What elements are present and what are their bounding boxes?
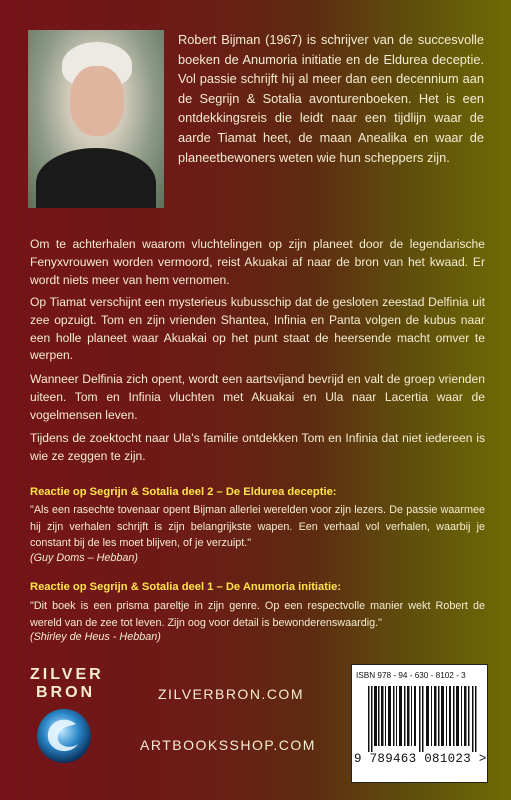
isbn-label: ISBN 978 - 94 - 630 - 8102 - 3 — [356, 671, 466, 680]
review-2-title: Reactie op Segrijn & Sotalia deel 1 – De Anumoria initiatie: — [30, 581, 342, 593]
blurb-paragraph-1: Om te achterhalen waarom vluchtelingen op zijn planeet door de legendarische Fenyxvrouwen worden vermoord, reist Akuakai af naar de bron van het kwaad. Er wordt niets meer van hem vernomen. — [30, 237, 485, 287]
publisher-logo-line1: ZILVER — [30, 666, 104, 683]
author-face — [70, 66, 124, 136]
review-2-text: "Dit boek is een prisma pareltje in zijn genre. Op een respectvolle manier wekt Robert de wereld van de zee tot leven. Zijn oog voor detail is bewonderenswaardig." — [30, 600, 485, 629]
publisher-swirl-icon — [34, 706, 94, 766]
blurb-paragraph-4: Tijdens de zoektocht naar Ula's familie ontdekken Tom en Infinia dat niet iedereen is wie ze zeggen te zijn. — [30, 431, 485, 463]
barcode-number: 9 789463 081023 > — [354, 752, 487, 766]
review-1-source: (Guy Doms – Hebban) — [30, 552, 139, 564]
author-bio: Robert Bijman (1967) is schrijver van de succesvolle boeken de Anumoria initiatie en de Eldurea deceptie. Vol passie schrijft hij al meer dan een decennium aan de Segrijn & Sotalia avonturenboeken. Het is een ontdekkingsreis die leidt naar een tijdlijn waar de aarde Tiamat heet, de maan Anealika en waar de planeetbewoners weten wie hun scheppers zijn. — [178, 32, 484, 165]
author-sweater — [36, 148, 156, 208]
review-1-title: Reactie op Segrijn & Sotalia deel 2 – De Eldurea deceptie: — [30, 486, 337, 498]
publisher-logo-line2: BRON — [36, 684, 96, 701]
barcode-icon — [368, 686, 478, 752]
website-artbooksshop[interactable]: ARTBOOKSSHOP.COM — [140, 737, 316, 753]
review-2-source: (Shirley de Heus - Hebban) — [30, 631, 161, 643]
review-1-text: "Als een rasechte tovenaar opent Bijman allerlei werelden voor zijn lezers. De passie waarmee hij zijn verhalen schrijft is zijn belangrijkste wapen. Een verhaal vol verhalen, waarbij je constant bij de les moet blijven, of je verzuipt." — [30, 504, 485, 549]
author-photo — [28, 30, 164, 208]
blurb-paragraph-3: Wanneer Delfinia zich opent, wordt een aartsvijand bevrijd en valt de groep vrienden uiteen. Tom en Infinia vluchten met Akuakai en Ula naar Lacertia waar de vogelmensen leven. — [30, 372, 485, 422]
blurb-paragraph-2: Op Tiamat verschijnt een mysterieus kubusschip dat de gesloten zeestad Delfinia uit zee opzuigt. Tom en zijn vrienden Shantea, Infinia en Panta volgen de kubus naar een holle planeet waar Akuakai op het punt staat de heersende macht omver te werpen. — [30, 295, 485, 363]
website-zilverbron[interactable]: ZILVERBRON.COM — [158, 686, 304, 702]
